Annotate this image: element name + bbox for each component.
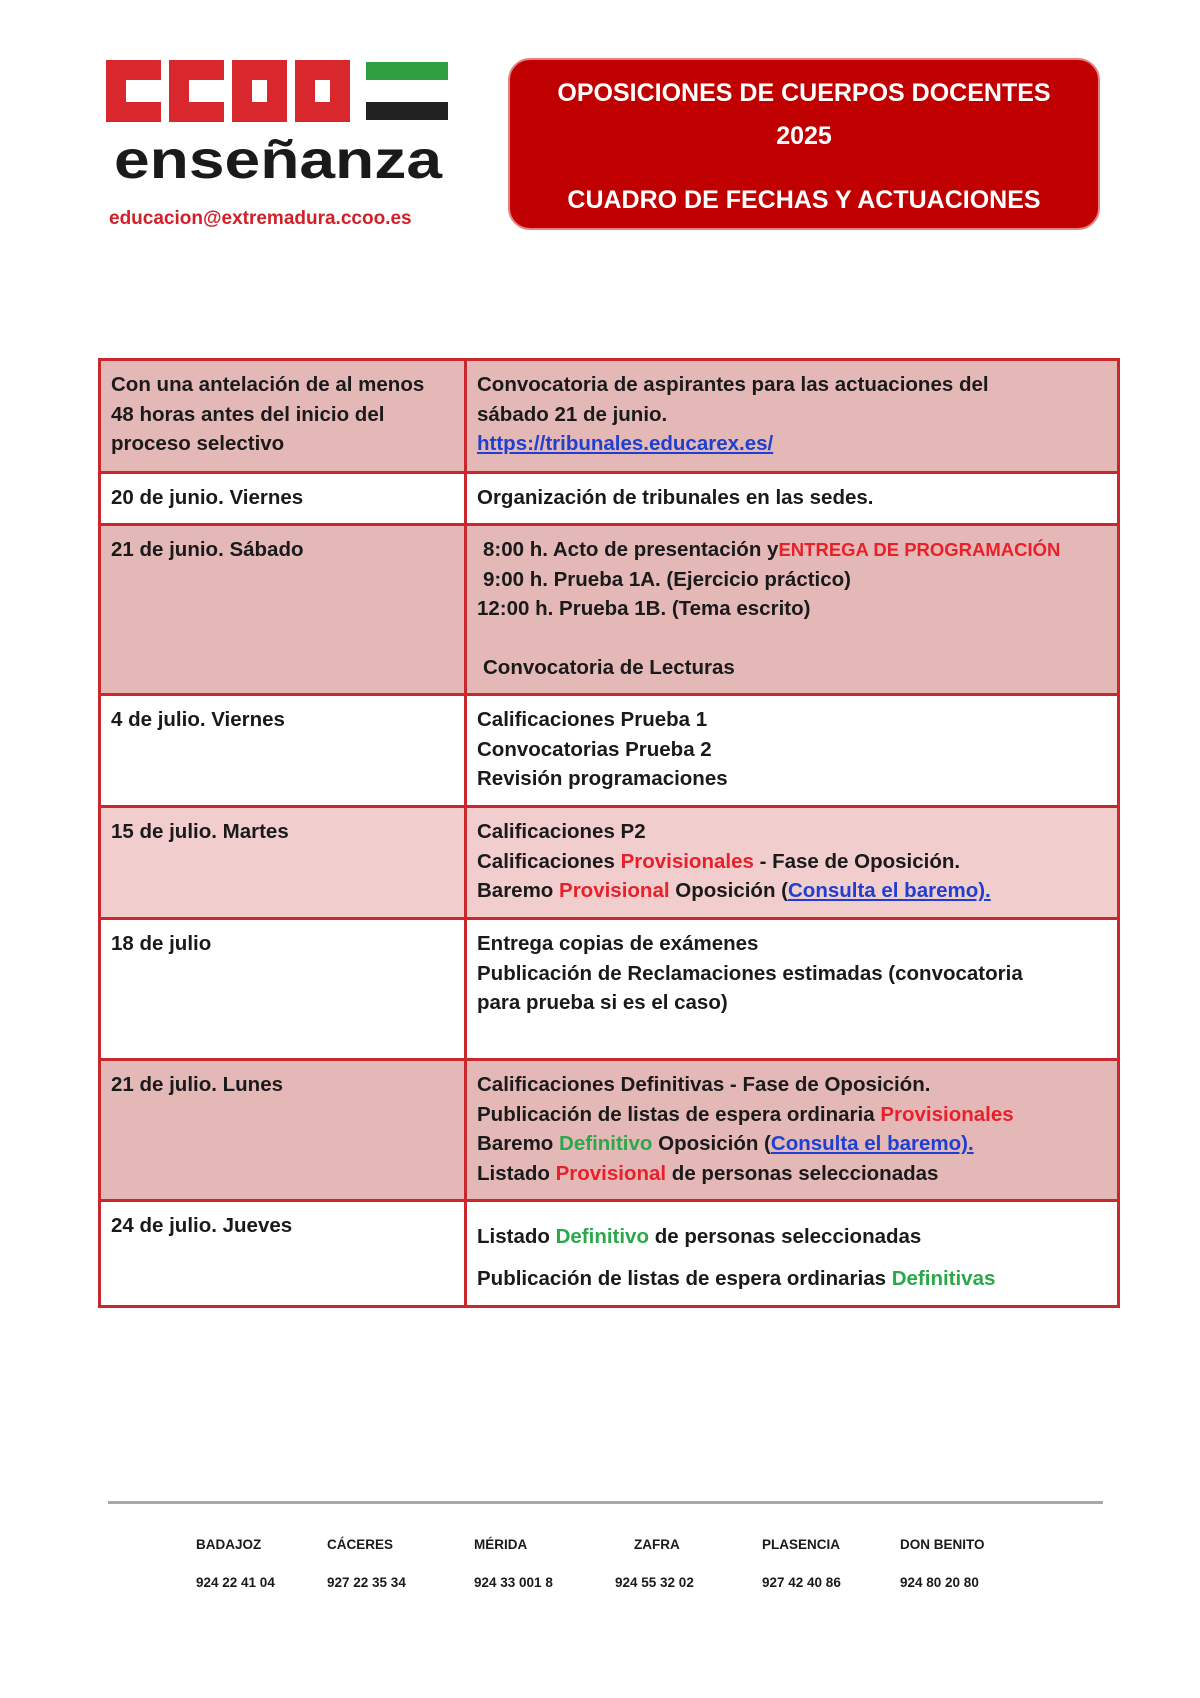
action-text: Calificaciones Definitivas - Fase de Oposición.	[477, 1073, 931, 1096]
date-text: 48 horas antes del inicio del	[111, 402, 385, 426]
action-text: Convocatoria de Lecturas	[483, 655, 735, 679]
office-phone: 927 22 35 34	[327, 1575, 406, 1590]
action-text: 8:00 h. Acto de presentación y	[483, 538, 779, 561]
action-text: de personas seleccionadas	[666, 1161, 939, 1185]
office-phone: 927 42 40 86	[762, 1575, 841, 1590]
action-text: - Fase de Oposición.	[753, 849, 961, 873]
action-text: Oposición (	[669, 879, 788, 902]
action-text: 9:00 h. Prueba 1A. (Ejercicio práctico)	[483, 567, 851, 591]
office-city: DON BENITO	[900, 1537, 985, 1552]
date-cell: 4 de julio. Viernes	[100, 695, 466, 807]
table-row	[100, 919, 1119, 1060]
action-cell	[466, 360, 1119, 473]
office-zafra	[615, 1526, 694, 1602]
contact-email[interactable]: educacion@extremadura.ccoo.es	[109, 208, 412, 229]
action-text: Entrega copias de exámenes	[477, 932, 759, 955]
office-caceres	[327, 1526, 406, 1602]
office-phone: 924 33 001 8	[474, 1575, 553, 1590]
title-line-2: 2025	[776, 122, 832, 150]
status-text: Definitivas	[891, 1266, 996, 1290]
action-text: Calificaciones P2	[477, 820, 646, 843]
office-city: MÉRIDA	[474, 1537, 528, 1552]
date-cell: 15 de julio. Martes	[100, 807, 466, 919]
action-text: Listado	[477, 1161, 556, 1185]
status-text: Provisionales	[620, 849, 754, 873]
action-text: Baremo	[477, 879, 560, 902]
action-text: Listado	[477, 1225, 556, 1248]
action-text: de personas seleccionadas	[649, 1225, 922, 1248]
office-phone: 924 55 32 02	[615, 1575, 694, 1590]
action-text: Oposición (	[652, 1132, 771, 1155]
date-text: proceso selectivo	[111, 432, 285, 455]
action-cell	[466, 1201, 1119, 1307]
table-row	[100, 695, 1119, 807]
action-text: Calificaciones	[477, 849, 621, 873]
table-row	[100, 807, 1119, 919]
table-row	[100, 525, 1119, 695]
action-text: Publicación de listas de espera ordinarias	[477, 1266, 892, 1290]
date-cell: 21 de julio. Lunes	[100, 1060, 466, 1201]
action-cell: Organización de tribunales en las sedes.	[466, 473, 1119, 525]
action-text: sábado 21 de junio.	[477, 402, 668, 426]
action-text: Publicación de listas de espera ordinaria	[477, 1102, 881, 1126]
date-cell: 24 de julio. Jueves	[100, 1201, 466, 1307]
footer-divider	[108, 1501, 1103, 1504]
action-text: Baremo	[477, 1132, 560, 1155]
action-cell	[466, 695, 1119, 807]
status-text: Definitivo	[555, 1225, 649, 1248]
office-city: PLASENCIA	[762, 1537, 841, 1552]
action-cell	[466, 1060, 1119, 1201]
baremo-link[interactable]: Consulta el baremo).	[788, 879, 991, 902]
schedule-table	[98, 358, 1120, 1308]
status-text: Definitivo	[559, 1132, 653, 1155]
office-phone: 924 80 20 80	[900, 1575, 979, 1590]
date-text: Con una antelación de al menos	[111, 373, 425, 396]
action-text: Revisión programaciones	[477, 767, 728, 790]
office-city: BADAJOZ	[196, 1537, 262, 1552]
office-city: CÁCERES	[327, 1537, 394, 1552]
office-phone: 924 22 41 04	[196, 1575, 275, 1590]
action-cell	[466, 919, 1119, 1060]
date-cell: 21 de junio. Sábado	[100, 525, 466, 695]
action-text: Calificaciones Prueba 1	[477, 708, 708, 731]
office-don-benito	[900, 1526, 985, 1602]
status-text: Provisionales	[880, 1102, 1014, 1126]
ccoo-logo-subtitle: enseñanza	[114, 130, 444, 190]
office-badajoz	[196, 1526, 275, 1602]
highlight-text: ENTREGA DE PROGRAMACIÓN	[778, 539, 1061, 560]
action-text: Convocatoria de aspirantes para las actuaciones del	[477, 373, 989, 396]
office-city: ZAFRA	[634, 1537, 680, 1552]
title-line-1: OPOSICIONES DE CUERPOS DOCENTES	[557, 79, 1051, 107]
date-cell	[100, 360, 466, 473]
office-merida	[474, 1526, 553, 1602]
status-text: Provisional	[559, 879, 670, 902]
table-row	[100, 360, 1119, 473]
action-text: Publicación de Reclamaciones estimadas (convocatoria	[477, 961, 1023, 985]
date-cell: 20 de junio. Viernes	[100, 473, 466, 525]
date-cell: 18 de julio	[100, 919, 466, 1060]
table-row	[100, 1060, 1119, 1201]
table-row	[100, 473, 1119, 525]
action-text: para prueba si es el caso)	[477, 991, 728, 1014]
tribunales-link[interactable]: https://tribunales.educarex.es/	[477, 432, 774, 455]
office-plasencia	[762, 1526, 841, 1602]
status-text: Provisional	[555, 1161, 667, 1185]
action-cell	[466, 525, 1119, 695]
document-title-box	[508, 58, 1100, 230]
title-line-3: CUADRO DE FECHAS Y ACTUACIONES	[567, 186, 1041, 214]
table-row	[100, 1201, 1119, 1307]
action-text: 12:00 h. Prueba 1B. (Tema escrito)	[477, 597, 811, 620]
action-cell	[466, 807, 1119, 919]
action-text: Convocatorias Prueba 2	[477, 737, 712, 761]
baremo-link[interactable]: Consulta el baremo).	[770, 1132, 974, 1155]
